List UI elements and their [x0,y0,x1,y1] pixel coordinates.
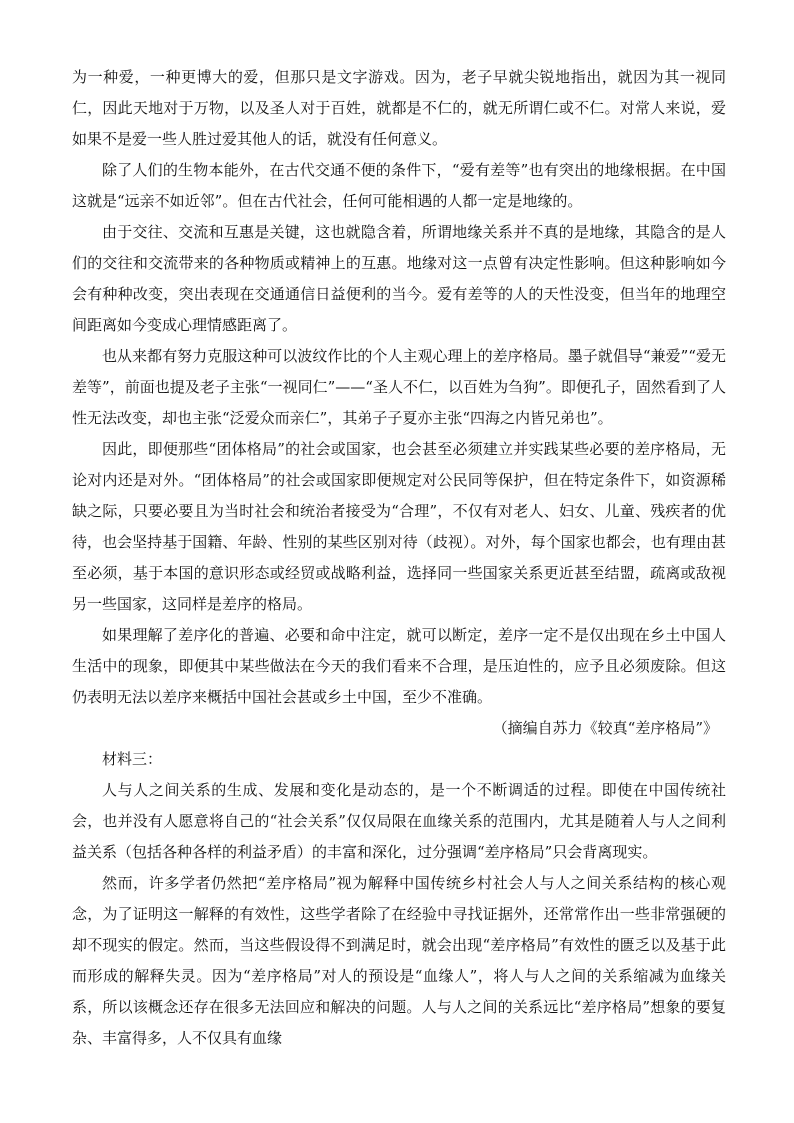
source-citation: （摘编自苏力《较真“差序格局”》 [492,719,718,737]
paragraph-3: 由于交往、交流和互惠是关键，这也就隐含着，所谓地缘关系并不真的是地缘，其隐含的是人们的交往和交流带来的各种物质或精神上的互惠。地缘对这一点曾有决定性影响。但这种影响如今会有种种改变，突出表现在交通通信日益便利的当今。爱有差等的人的天性没变，但当年的地理空间距离如今变成心理情感距离了。 [72,223,726,334]
paragraph-8: 然而，许多学者仍然把“差序格局”视为解释中国传统乡村社会人与人之间关系结构的核心观念，为了证明这一解释的有效性，这些学者除了在经验中寻找证据外，还常常作出一些非常强硬的却不现实的假定。然而，当这些假设得不到满足时，就会出现“差序格局”有效性的匮乏以及基于此而形成的解释失灵。因为“差序格局”对人的预设是“血缘人”，将人与人之间的关系缩减为血缘关系，所以该概念还存在很多无法回应和解决的问题。人与人之间的关系远比“差序格局”想象的要复杂、丰富得多，人不仅具有血缘 [72,874,726,1047]
paragraph-7: 人与人之间关系的生成、发展和变化是动态的，是一个不断调适的过程。即使在中国传统社会，也并没有人愿意将自己的“社会关系”仅仅局限在血缘关系的范围内，尤其是随着人与人之间利益关系（包括各种各样的利益矛盾）的丰富和深化，过分强调“差序格局”只会背离现实。 [72,781,726,861]
paragraph-5: 因此，即便那些“团体格局”的社会或国家，也会甚至必须建立并实践某些必要的差序格局，无论对内还是对外。“团体格局”的社会或国家即便规定对公民同等保护，但在特定条件下，如资源稀缺之际，只要必要且为当时社会和统治者接受为“合理”，不仅有对老人、妇女、儿童、残疾者的优待，也会坚持基于国籍、年龄、性别的某些区别对待（歧视）。对外，每个国家也都会，也有理由甚至必须，基于本国的意识形态或经贸或战略利益，选择同一些国家关系更近甚至结盟，疏离或敌视另一些国家，这同样是差序的格局。 [72,440,726,613]
paragraph-6: 如果理解了差序化的普遍、必要和命中注定，就可以断定，差序一定不是仅出现在乡土中国人生活中的现象，即便其中某些做法在今天的我们看来不合理，是压迫性的，应予且必须废除。但这仍表明无法以差序来概括中国社会甚或乡土中国，至少不准确。 [72,626,726,706]
paragraph-1: 为一种爱，一种更博大的爱，但那只是文字游戏。因为，老子早就尖锐地指出，就因为其一视同仁，因此天地对于万物，以及圣人对于百姓，就都是不仁的，就无所谓仁或不仁。对常人来说，爱如果不是爱一些人胜过爱其他人的话，就没有任何意义。 [72,68,726,148]
paragraph-2: 除了人们的生物本能外，在古代交通不便的条件下，“爱有差等”也有突出的地缘根据。在中国这就是“远亲不如近邻”。但在古代社会，任何可能相遇的人都一定是地缘的。 [72,161,726,210]
document-page [72,62,726,1054]
paragraph-4: 也从来都有努力克服这种可以波纹作比的个人主观心理上的差序格局。墨子就倡导“兼爱”“爱无差等”，前面也提及老子主张“一视同仁”——“圣人不仁，以百姓为刍狗”。即便孔子，固然看到了人性无法改变，却也主张“泛爱众而亲仁”，其弟子子夏亦主张“四海之内皆兄弟也”。 [72,347,726,427]
material-label: 材料三： [102,750,163,768]
